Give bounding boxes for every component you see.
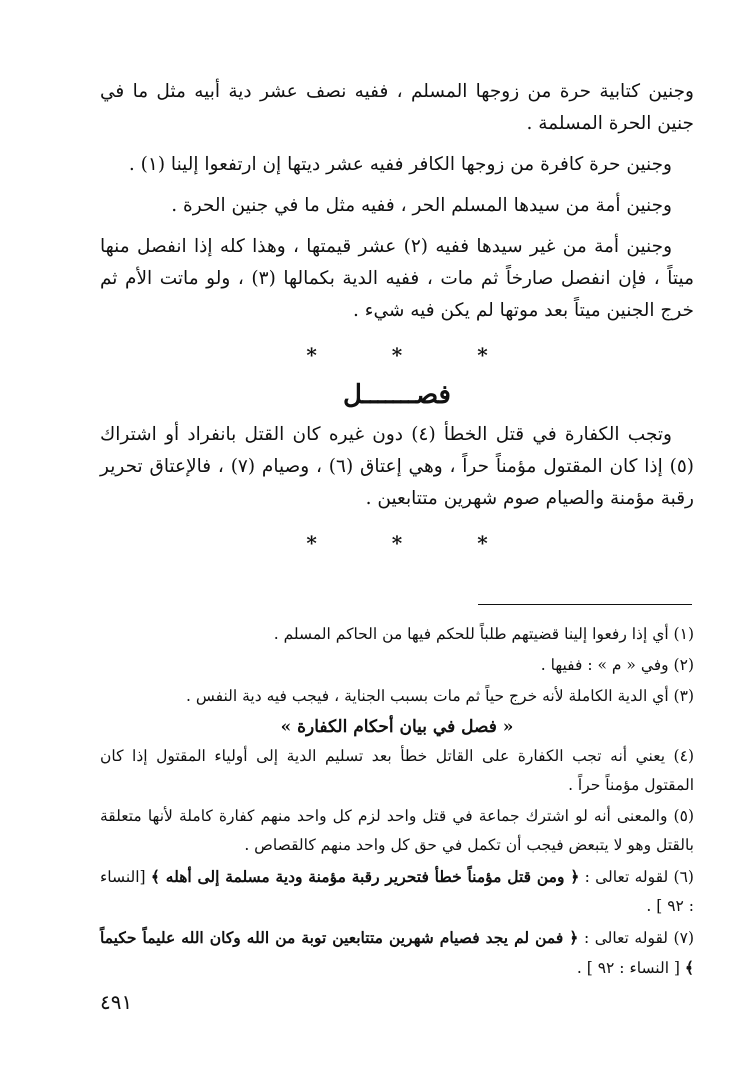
main-text [100, 76, 694, 565]
footnote [100, 923, 694, 983]
section-heading-text: فصـــــــل [343, 380, 451, 410]
footnote: (٥) والمعنى أنه لو اشترك جماعة في قتل واحد لزم كل واحد منهم كفارة كاملة لأنها متعلقة بالقتل وهو لا يتبعض فيجب أن تكمل في حق كل واحد منهم كالقصاص . [100, 807, 694, 854]
paragraph: وجنين أمة من سيدها المسلم الحر ، ففيه مثل ما في جنين الحرة . [171, 195, 672, 216]
paragraph: وتجب الكفارة في قتل الخطأ (٤) دون غيره كان القتل بانفراد أو اشتراك (٥) إذا كان المقتول مؤمناً حراً ، وهي إعتاق (٦) ، وصيام (٧) ، فالإعتاق تحرير رقبة مؤمنة والصيام صوم شهرين متتابعين . [100, 424, 694, 509]
footnote-divider [478, 604, 692, 605]
separator-stars: * * * [306, 531, 522, 555]
page-number: ٤٩١ [100, 990, 133, 1014]
footnote: (٤) يعني أنه تجب الكفارة على القاتل خطأ بعد تسليم الدية إلى أولياء المقتول إذا كان المقتول مؤمناً حراً . [100, 747, 694, 794]
footnote-reference: [النساء : ٩٢ ] . [100, 868, 694, 915]
footnote-reference: [ النساء : ٩٢ ] . [576, 959, 685, 977]
quran-quote: ﴿ فمن لم يجد فصيام شهرين متتابعين توبة من الله وكان الله عليماً حكيماً ﴾ [100, 928, 694, 977]
footnote-prefix: (٦) لقوله تعالى : [579, 868, 694, 886]
footnote: (٢) وفي « م » : ففيها . [540, 656, 694, 674]
section-heading [100, 377, 694, 413]
paragraph: وجنين أمة من غير سيدها ففيه (٢) عشر قيمتها ، وهذا كله إذا انفصل منها ميتاً ، فإن انفصل صارخاً ثم مات ، ففيه الدية بكمالها (٣) ، ولو ماتت الأم ثم خرج الجنين ميتاً بعد موتها لم يكن فيه شيء . [100, 236, 695, 321]
paragraph: وجنين كتابية حرة من زوجها المسلم ، ففيه نصف عشر دية أبيه مثل ما في جنين الحرة المسلمة . [100, 81, 694, 134]
paragraph: وجنين حرة كافرة من زوجها الكافر ففيه عشر ديتها إن ارتفعوا إلينا (١) . [128, 154, 672, 175]
footnote-heading: « فصل في بيان أحكام الكفارة » [280, 717, 514, 737]
footnotes [100, 620, 694, 985]
separator-stars: * * * [306, 343, 522, 367]
footnote: (١) أي إذا رفعوا إلينا قضيتهم طلباً للحكم فيها من الحاكم المسلم . [273, 625, 694, 643]
quran-quote: ﴿ ومن قتل مؤمناً خطأ فتحرير رقبة مؤمنة ودية مسلمة إلى أهله ﴾ [150, 867, 580, 886]
footnote [100, 862, 694, 921]
footnote-prefix: (٧) لقوله تعالى : [578, 929, 694, 947]
footnote: (٣) أي الدية الكاملة لأنه خرج حياً ثم مات بسبب الجناية ، فيجب فيه دية النفس . [186, 687, 694, 705]
